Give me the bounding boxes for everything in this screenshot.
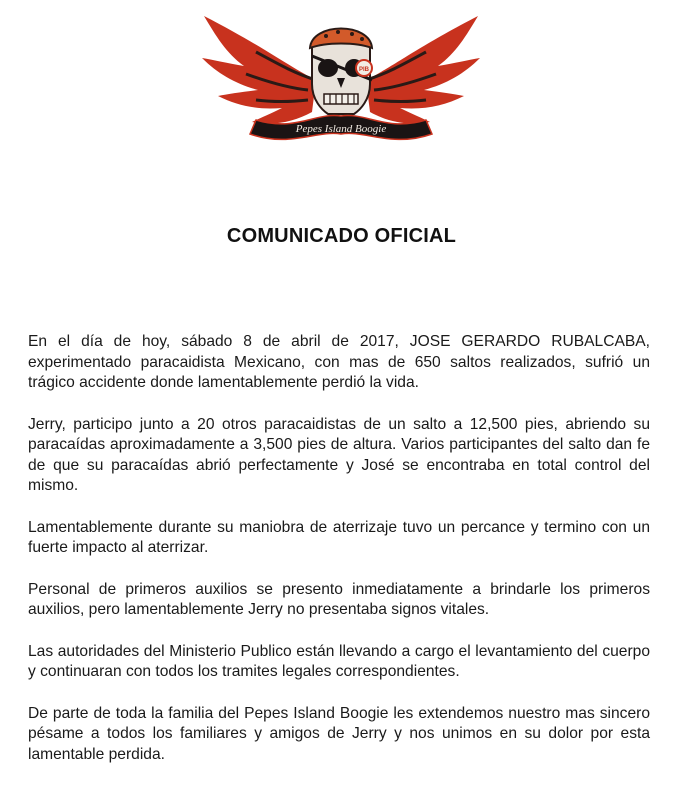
banner-text: Pepes Island Boogie xyxy=(295,123,387,135)
paragraph-6: De parte de toda la familia del Pepes Island Boogie les extendemos nuestro mas sincero pésame a todos los familiares y amigos de Jerry y nos unimos en su dolor por esta lamentable perdida. xyxy=(28,704,650,763)
skull-icon xyxy=(310,29,372,115)
document-body xyxy=(28,332,650,786)
paragraph-1: En el día de hoy, sábado 8 de abril de 2017, JOSE GERARDO RUBALCABA, experimentado paracaidista Mexicano, con mas de 650 saltos realizados, sufrió un trágico accidente donde lamentablemente perdió la vida. xyxy=(28,333,650,391)
paragraph-4: Personal de primeros auxilios se presento inmediatamente a brindarle los primeros auxilios, pero lamentablemente Jerry no presentaba signos vitales. xyxy=(28,580,650,618)
left-wing-icon xyxy=(202,16,316,124)
paragraph-2: Jerry, participo junto a 20 otros paracaidistas de un salto a 12,500 pies, abriendo su paracaídas aproximadamente a 3,500 pies de altura. Varios participantes del salto dan fe de que su paracaídas abrió perfectamente y José se encontraba en total control del mismo. xyxy=(28,415,650,494)
paragraph-3: Lamentablemente durante su maniobra de aterrizaje tuvo un percance y termino con un fuerte impacto al aterrizar. xyxy=(28,518,650,556)
right-wing-icon xyxy=(366,16,480,124)
document-title: COMUNICADO OFICIAL xyxy=(226,225,457,247)
paragraph-5: Las autoridades del Ministerio Publico están llevando a cargo el levantamiento del cuerpo y continuaran con todos los tramites legales correspondientes. xyxy=(28,642,650,680)
badge-text: PIB xyxy=(358,67,370,73)
skull-wings-logo-icon xyxy=(196,8,486,150)
pepes-island-boogie-logo xyxy=(196,8,486,150)
